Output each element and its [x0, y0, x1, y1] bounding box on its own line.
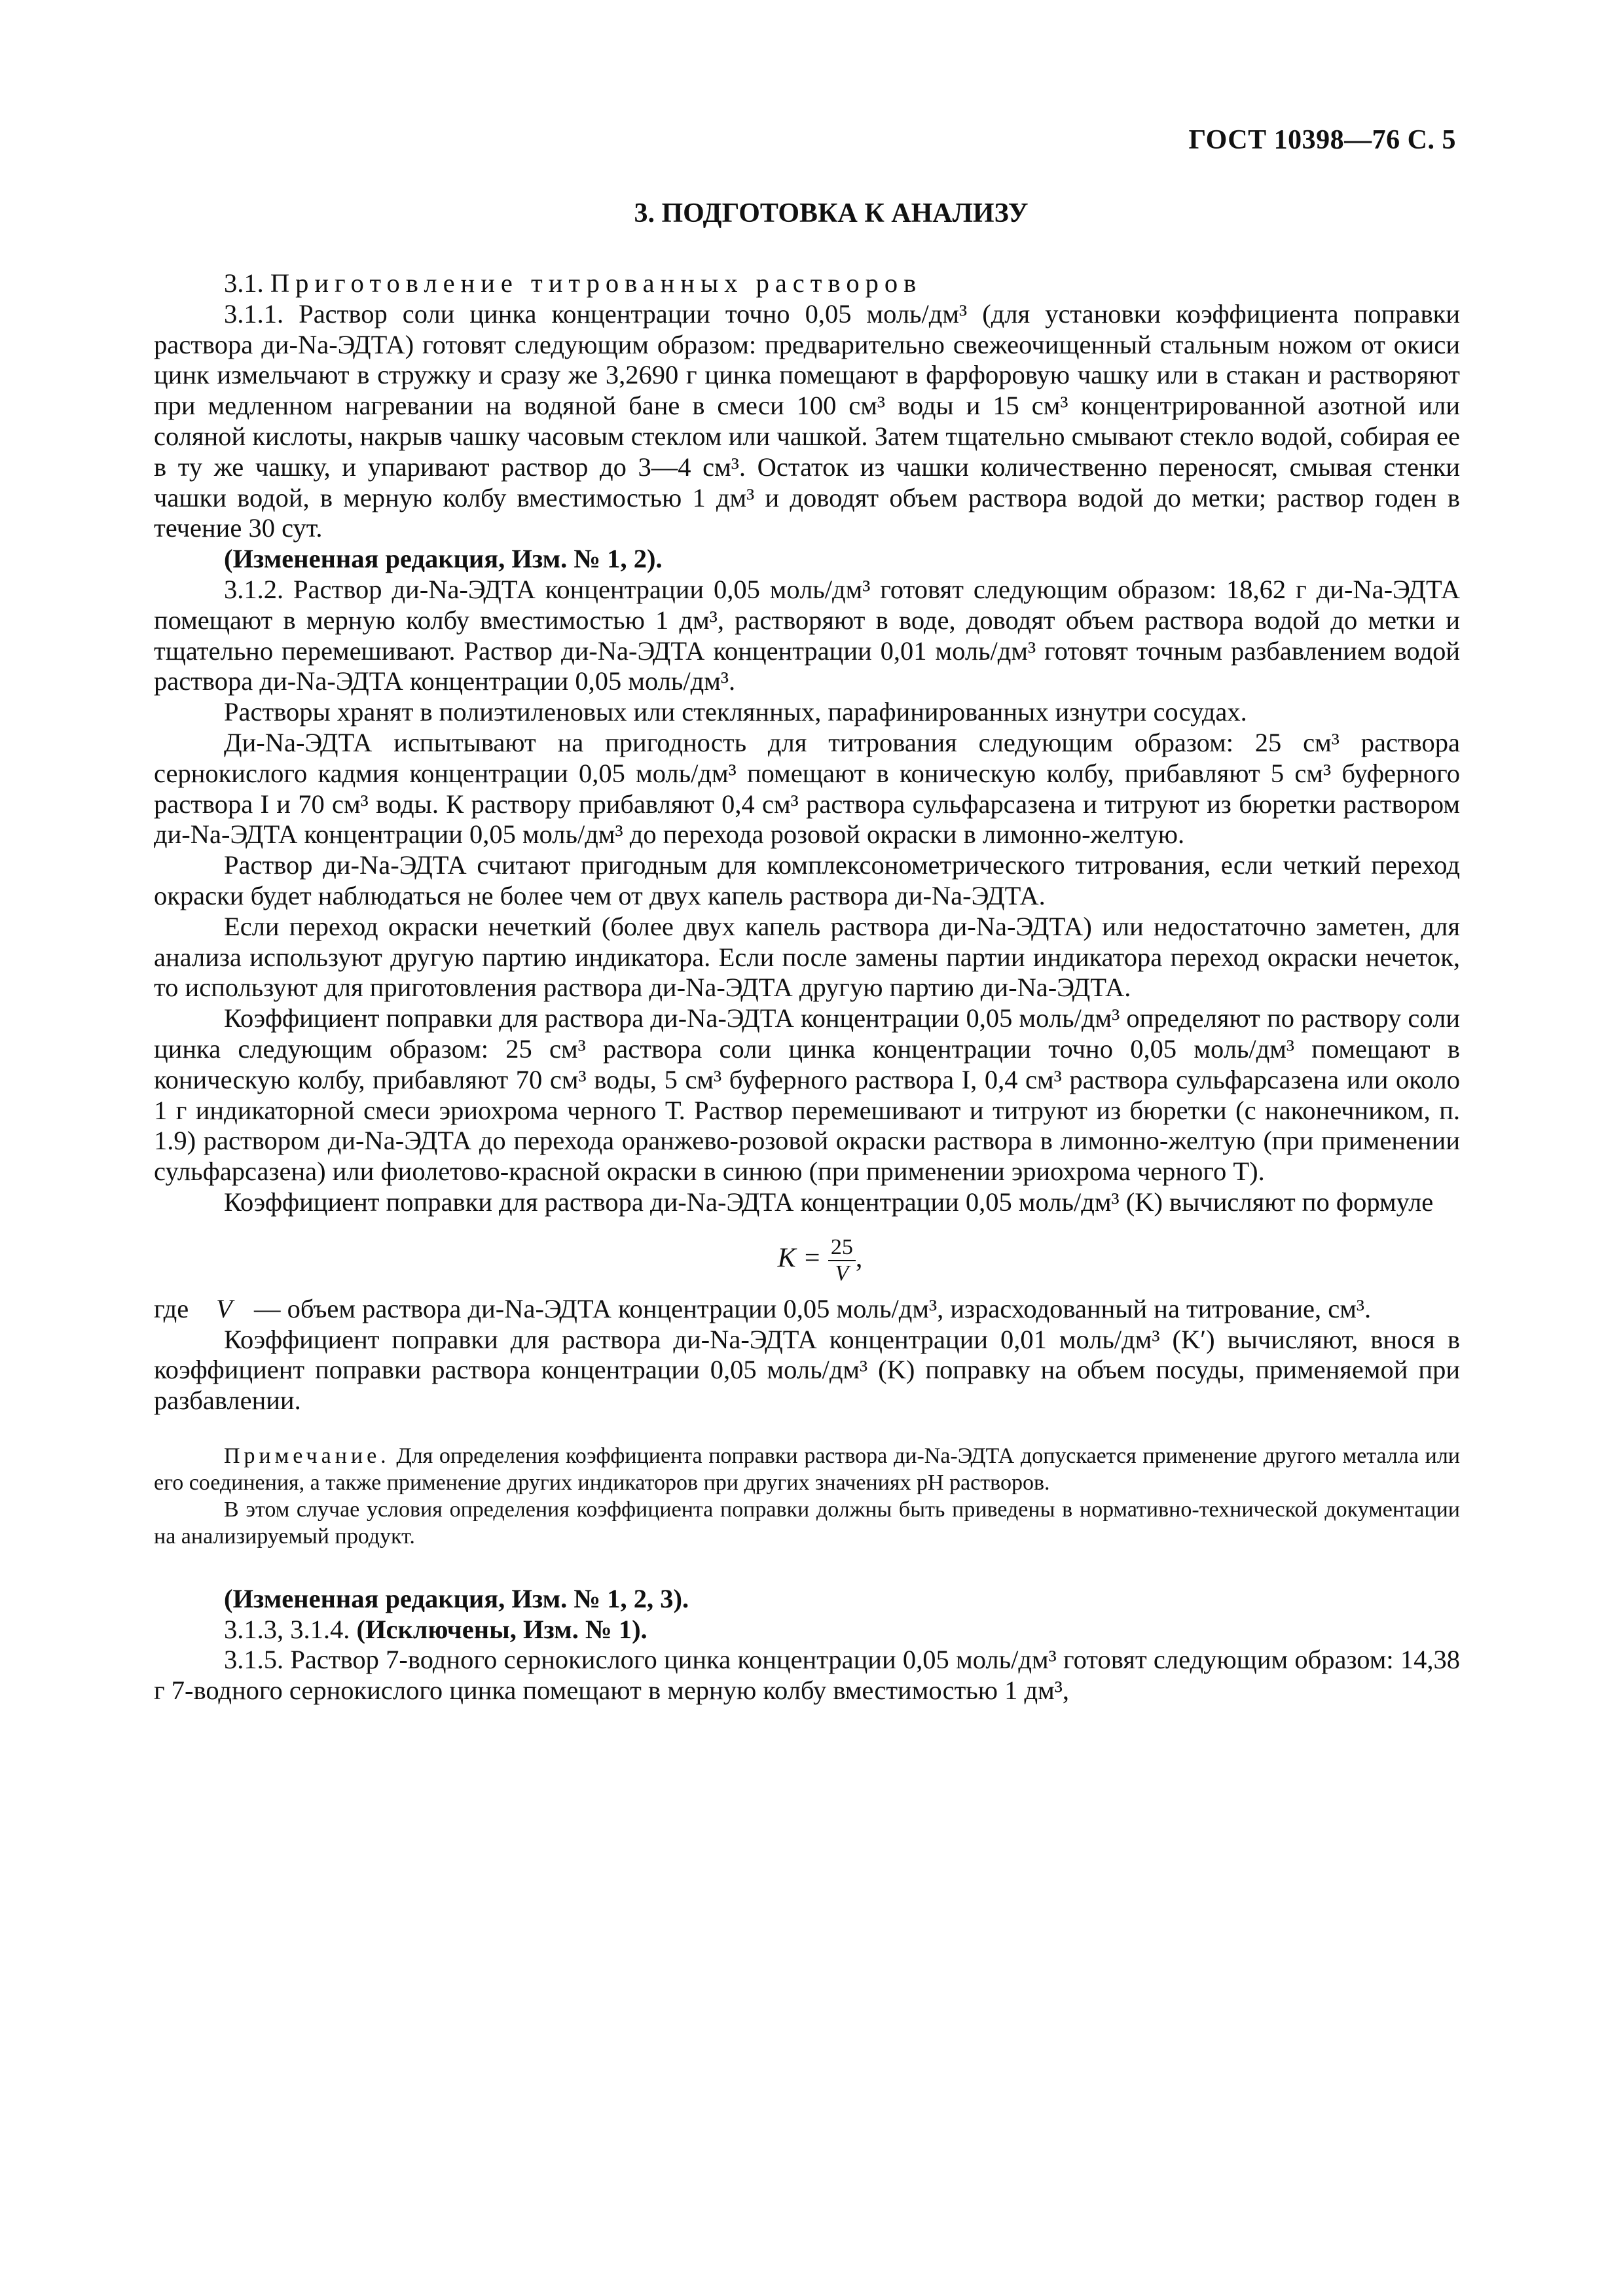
paragraph-unclear-transition: Если переход окраски нечеткий (более двух капель раствора ди-Na-ЭДТА) или недостаточно заметен, для анализа используют другую партию индикатора. Если после замены партии индикатора переход окраски нечеток, то используют для приготовления раствора ди-Na-ЭДТА другую партию ди-Na-ЭДТА. — [154, 911, 1460, 1003]
paragraph-storage: Растворы хранят в полиэтиленовых или стеклянных, парафинированных изнутри сосудах. — [224, 697, 1247, 727]
page-header: ГОСТ 10398—76 С. 5 — [1188, 125, 1456, 155]
paragraph-3-1-3-excluded: (Исключены, Изм. № 1). — [356, 1614, 647, 1644]
paragraph-suitability-test: Ди-Na-ЭДТА испытывают на пригодность для титрования следующим образом: 25 см³ раствора сернокислого кадмия концентрации 0,05 моль/дм³ помещают в коническую колбу, прибавляют 5 см³ буферного раствора I и 70 см³ воды. К раствору прибавляют 0,4 см³ раствора сульфарсазена и титруют из бюретки раствором ди-Na-ЭДТА концентрации 0,05 моль/дм³ до перехода розовой окраски в лимонно-желтую. — [154, 727, 1460, 850]
note-continuation: В этом случае условия определения коэффициента поправки должны быть приведены в нормативно-технической документации на анализируемый продукт. — [154, 1497, 1460, 1549]
paragraph-formula-intro: Коэффициент поправки для раствора ди-Na-ЭДТА концентрации 0,05 моль/дм³ (K) вычисляют по формуле — [224, 1187, 1434, 1217]
document-body — [154, 268, 1460, 1706]
paragraph-3-1-2: 3.1.2. Раствор ди-Na-ЭДТА концентрации 0,05 моль/дм³ готовят следующим образом: 18,62 г ди-Na-ЭДТА помещают в мерную колбу вместимостью 1 дм³, растворяют в воде, доводят объем раствора водой до метки и тщательно перемешивают. Раствор ди-Na-ЭДТА концентрации 0,01 моль/дм³ готовят точным разбавлением водой раствора ди-Na-ЭДТА концентрации 0,05 моль/дм³. — [154, 574, 1460, 696]
paragraph-3-1-5: 3.1.5. Раствор 7-водного сернокислого цинка концентрации 0,05 моль/дм³ готовят следующим образом: 14,38 г 7-водного сернокислого цинка помещают в мерную колбу вместимостью 1 дм³, — [154, 1645, 1460, 1706]
where-label: где — [154, 1293, 189, 1323]
paragraph-suitable: Раствор ди-Na-ЭДТА считают пригодным для комплексонометрического титрования, если четкий переход окраски будет наблюдаться не более чем от двух капель раствора ди-Na-ЭДТА. — [154, 850, 1460, 910]
section-title: 3. ПОДГОТОВКА К АНАЛИЗУ — [634, 198, 1029, 228]
formula-tail: , — [855, 1243, 863, 1274]
paragraph-3-1-1: 3.1.1. Раствор соли цинка концентрации точно 0,05 моль/дм³ (для установки коэффициента поправки раствора ди-Na-ЭДТА) готовят следующим образом: предварительно свежеочищенный стальным ножом от окиси цинк измельчают в стружку и сразу же 3,2690 г цинка помещают в фарфоровую чашку или в стакан и растворяют при медленном нагревании на водяной бане в смеси 100 см³ воды и 15 см³ концентрированной азотной или соляной кислоты, накрыв чашку часовым стеклом или чашкой. Затем тщательно смывают стекло водой, собирая ее в ту же чашку, и упаривают раствор до 3—4 см³. Остаток из чашки количественно переносят, смывая стенки чашки водой, в мерную колбу вместимостью 1 дм³ и доводят объем раствора водой до метки; раствор годен в течение 30 сут. — [154, 298, 1460, 543]
paragraph-3-1-3 — [154, 1615, 1460, 1645]
formula-lhs: K = — [777, 1243, 822, 1274]
where-symbol: V — [216, 1293, 232, 1323]
subsection-number: 3.1. — [224, 268, 264, 298]
note-text: Для определения коэффициента поправки раствора ди-Na-ЭДТА допускается применение другого металла или его соединения, а также применение других индикаторов при других значениях pH растворов. — [154, 1443, 1460, 1495]
paragraph-coefficient: Коэффициент поправки для раствора ди-Na-ЭДТА концентрации 0,05 моль/дм³ определяют по раствору соли цинка следующим образом: 25 см³ раствора соли цинка концентрации точно 0,05 моль/дм³ помещают в коническую колбу, прибавляют 70 см³ воды, 5 см³ буферного раствора I, 0,4 см³ раствора сульфарсазена или около 1 г индикаторной смеси эриохрома черного Т. Раствор перемешивают и титруют из бюретки (с наконечником, п. 1.9) раствором ди-Na-ЭДТА до перехода оранжево-розовой окраски раствора в лимонно-желтую (при применении сульфарсазена) или фиолетово-красной окраски в синюю (при применении эриохрома черного Т). — [154, 1003, 1460, 1187]
note — [154, 1443, 1460, 1496]
formula-numerator: 25 — [828, 1235, 856, 1261]
formula — [154, 1235, 1460, 1286]
edit-note-2: (Измененная редакция, Изм. № 1, 2, 3). — [224, 1583, 689, 1613]
edit-note-1: (Измененная редакция, Изм. № 1, 2). — [224, 544, 663, 574]
formula-fraction — [828, 1235, 856, 1286]
subsection-heading — [154, 268, 1460, 299]
paragraph-3-1-3-prefix: 3.1.3, 3.1.4. — [224, 1614, 350, 1644]
where-clause — [154, 1294, 1460, 1325]
formula-denominator: V — [835, 1261, 849, 1285]
where-text: — объем раствора ди-Na-ЭДТА концентрации 0,05 моль/дм³, израсходованный на титрование, см³. — [254, 1293, 1372, 1323]
subsection-title: Приготовление титрованных растворов — [270, 268, 922, 298]
note-label: Примечание. — [224, 1443, 390, 1468]
paragraph-k-prime: Коэффициент поправки для раствора ди-Na-ЭДТА концентрации 0,01 моль/дм³ (K′) вычисляют, внося в коэффициент поправки раствора концентрации 0,05 моль/дм³ (K) поправку на объем посуды, применяемой при разбавлении. — [154, 1324, 1460, 1416]
